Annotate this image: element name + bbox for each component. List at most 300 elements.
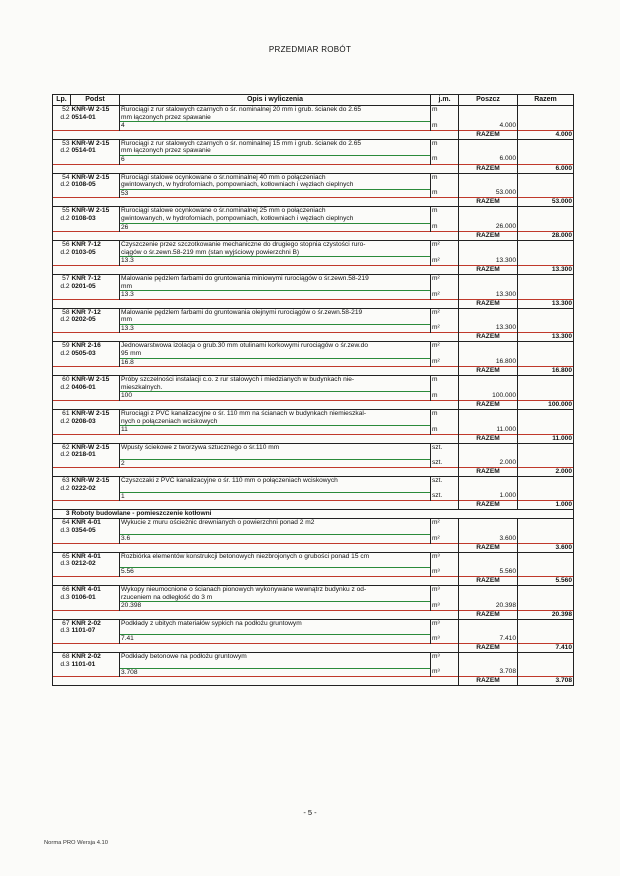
item-total-cell xyxy=(518,173,574,181)
item-unit-blank xyxy=(431,215,459,223)
table-row xyxy=(53,106,574,114)
sum-label: RAZEM xyxy=(459,677,518,686)
table-row xyxy=(53,485,574,493)
item-calc-unit: m xyxy=(431,155,459,164)
sum-blank xyxy=(53,434,459,443)
item-sub-number: d.2 xyxy=(53,181,71,189)
item-sub-number: d.2 xyxy=(53,485,71,493)
item-total-blank xyxy=(518,602,574,611)
item-sub-number: d.2 xyxy=(53,316,71,324)
item-unit: szt. xyxy=(431,477,459,485)
item-quantity-blank xyxy=(459,147,518,155)
item-quantity-cell xyxy=(459,274,518,282)
item-description: Czyszczenie przez szczotkowanie mechaniczne do drugiego stopnia czystości ruro- xyxy=(120,241,431,249)
item-quantity-cell xyxy=(459,443,518,451)
item-quantity-cell xyxy=(459,519,518,527)
item-quantity-blank xyxy=(459,384,518,392)
item-unit-blank xyxy=(431,384,459,392)
item-quantity-cell xyxy=(459,585,518,593)
table-row xyxy=(53,410,574,418)
item-quantity-cell xyxy=(459,139,518,147)
item-calc-unit: m xyxy=(431,189,459,198)
item-unit-blank xyxy=(431,350,459,358)
table-row xyxy=(53,299,574,308)
item-calc-unit: m² xyxy=(431,291,459,300)
item-quantity-cell xyxy=(459,376,518,384)
item-total-blank xyxy=(518,223,574,232)
table-row xyxy=(53,207,574,215)
item-total-cell xyxy=(518,519,574,527)
item-number: 67 xyxy=(53,619,71,627)
sum-blank xyxy=(53,610,459,619)
table-row xyxy=(53,342,574,350)
item-catalog-position: 0108-05 xyxy=(71,181,120,189)
item-total: 20.398 xyxy=(518,610,574,619)
item-sub-number: d.3 xyxy=(53,527,71,535)
item-unit: m³ xyxy=(431,619,459,627)
item-calculation: 6 xyxy=(120,155,431,164)
item-unit-blank xyxy=(431,147,459,155)
sum-label: RAZEM xyxy=(459,299,518,308)
item-quantity: 6.000 xyxy=(459,155,518,164)
item-total-blank xyxy=(518,350,574,358)
item-quantity-blank xyxy=(459,283,518,291)
sum-blank xyxy=(53,232,459,241)
table-row xyxy=(53,627,574,635)
item-total-cell xyxy=(518,619,574,627)
item-blank xyxy=(71,426,120,435)
item-description-cont: mieszkalnych. xyxy=(120,384,431,392)
item-unit: m³ xyxy=(431,585,459,593)
item-calc-unit: m² xyxy=(431,324,459,333)
item-total-cell xyxy=(518,376,574,384)
item-catalog-code: KNR 2-02 xyxy=(71,653,120,661)
item-description: Malowanie pędzlem farbami do gruntowania olejnymi rurociągów o śr.zewn.58-219 xyxy=(120,308,431,316)
item-description-cont: mm xyxy=(120,316,431,324)
header-opis: Opis i wyliczenia xyxy=(120,95,431,106)
item-sub-number: d.2 xyxy=(53,384,71,392)
item-quantity-blank xyxy=(459,215,518,223)
item-description: Czyszczaki z PVC kanalizacyjne o śr. 110 mm o połączeniach wciskowych xyxy=(120,477,431,485)
table-row xyxy=(53,610,574,619)
item-total: 1.000 xyxy=(518,501,574,510)
item-blank xyxy=(53,635,71,644)
item-total-blank xyxy=(518,384,574,392)
item-sub-number: d.2 xyxy=(53,350,71,358)
item-blank xyxy=(53,189,71,198)
footer-software-version: Norma PRO Wersja 4.10 xyxy=(44,840,109,846)
item-calculation: 13.3 xyxy=(120,291,431,300)
sum-blank xyxy=(53,644,459,653)
item-description-cont: rzuceniem na odległość do 3 m xyxy=(120,594,431,602)
table-row xyxy=(53,492,574,501)
item-blank xyxy=(53,392,71,401)
item-total-blank xyxy=(518,122,574,131)
item-sub-number: d.2 xyxy=(53,114,71,122)
item-blank xyxy=(71,189,120,198)
table-row xyxy=(53,619,574,627)
item-total: 11.000 xyxy=(518,434,574,443)
item-sub-number: d.2 xyxy=(53,283,71,291)
item-total: 2.000 xyxy=(518,468,574,477)
item-total: 13.300 xyxy=(518,299,574,308)
table-row xyxy=(53,434,574,443)
item-total-cell xyxy=(518,308,574,316)
item-total: 3.600 xyxy=(518,543,574,552)
item-quantity: 4.000 xyxy=(459,122,518,131)
item-calc-unit: m² xyxy=(431,257,459,266)
item-calculation: 20.398 xyxy=(120,602,431,611)
item-description: Wykopy nieumocnione o ścianach pionowych wykonywane wewnątrz budynku z od- xyxy=(120,585,431,593)
table-row xyxy=(53,173,574,181)
item-unit-blank xyxy=(431,627,459,635)
item-total-blank xyxy=(518,392,574,401)
item-blank xyxy=(53,324,71,333)
item-quantity-blank xyxy=(459,485,518,493)
item-total-cell xyxy=(518,241,574,249)
item-quantity: 16.800 xyxy=(459,358,518,367)
item-description: Rurociągi stalowe ocynkowane o śr.nominalnej 40 mm o połączeniach xyxy=(120,173,431,181)
sum-label: RAZEM xyxy=(459,198,518,207)
item-calc-unit: m³ xyxy=(431,568,459,577)
sum-blank xyxy=(53,677,459,686)
item-catalog-position: 0514-01 xyxy=(71,147,120,155)
item-unit-blank xyxy=(431,418,459,426)
table-row xyxy=(53,426,574,435)
table-row xyxy=(53,189,574,198)
item-calculation: 26 xyxy=(120,223,431,232)
item-quantity-blank xyxy=(459,114,518,122)
item-catalog-code: KNR 4-01 xyxy=(71,585,120,593)
item-quantity-cell xyxy=(459,308,518,316)
item-total-blank xyxy=(518,316,574,324)
table-row xyxy=(53,358,574,367)
item-sub-number: d.2 xyxy=(53,451,71,459)
item-quantity-cell xyxy=(459,619,518,627)
item-catalog-code: KNR-W 2-15 xyxy=(71,106,120,114)
sum-blank xyxy=(53,333,459,342)
sum-blank xyxy=(53,543,459,552)
item-catalog-code: KNR 7-12 xyxy=(71,274,120,282)
item-calculation: 1 xyxy=(120,492,431,501)
item-quantity-blank xyxy=(459,316,518,324)
item-unit-blank xyxy=(431,594,459,602)
item-total-blank xyxy=(518,568,574,577)
item-calculation: 2 xyxy=(120,459,431,468)
item-total-blank xyxy=(518,451,574,459)
item-number: 68 xyxy=(53,653,71,661)
item-quantity: 3.600 xyxy=(459,535,518,544)
item-quantity-cell xyxy=(459,410,518,418)
item-catalog-code: KNR 4-01 xyxy=(71,552,120,560)
table-row xyxy=(53,291,574,300)
item-calc-unit: m³ xyxy=(431,602,459,611)
item-catalog-position: 0505-03 xyxy=(71,350,120,358)
item-total-blank xyxy=(518,485,574,493)
item-unit: m xyxy=(431,207,459,215)
item-total-blank xyxy=(518,358,574,367)
table-row xyxy=(53,477,574,485)
item-calculation: 11 xyxy=(120,426,431,435)
item-catalog-position: 0514-01 xyxy=(71,114,120,122)
table-row xyxy=(53,265,574,274)
item-total-blank xyxy=(518,147,574,155)
item-catalog-position: 0354-05 xyxy=(71,527,120,535)
item-total-blank xyxy=(518,249,574,257)
table-row xyxy=(53,139,574,147)
item-description: Malowanie pędzlem farbami do gruntowania miniowymi rurociągów o śr.zewn.58-219 xyxy=(120,274,431,282)
table-row xyxy=(53,232,574,241)
item-total-blank xyxy=(518,668,574,677)
item-description-cont: mm łączonych przez spawanie xyxy=(120,114,431,122)
sum-label: RAZEM xyxy=(459,543,518,552)
header-poszcz: Poszcz xyxy=(459,95,518,106)
item-total-blank xyxy=(518,459,574,468)
item-quantity-cell xyxy=(459,207,518,215)
item-description-cont: mm łączonych przez spawanie xyxy=(120,147,431,155)
cost-estimate-table xyxy=(52,94,573,686)
table-body xyxy=(53,106,574,686)
sum-label: RAZEM xyxy=(459,164,518,173)
sum-label: RAZEM xyxy=(459,265,518,274)
item-unit: m xyxy=(431,173,459,181)
item-blank xyxy=(53,568,71,577)
sum-label: RAZEM xyxy=(459,610,518,619)
item-number: 54 xyxy=(53,173,71,181)
sum-label: RAZEM xyxy=(459,434,518,443)
item-calc-unit: m xyxy=(431,223,459,232)
item-calculation: 13.3 xyxy=(120,257,431,266)
sum-label: RAZEM xyxy=(459,501,518,510)
table-row xyxy=(53,468,574,477)
sum-label: RAZEM xyxy=(459,367,518,376)
item-description: Rurociągi z rur stalowych czarnych o śr. nominalnej 15 mm i grub. ścianek do 2.65 xyxy=(120,139,431,147)
table-row xyxy=(53,401,574,410)
item-calc-unit: m³ xyxy=(431,668,459,677)
item-unit: m² xyxy=(431,241,459,249)
item-total: 4.000 xyxy=(518,130,574,139)
item-total-blank xyxy=(518,527,574,535)
item-sub-number: d.3 xyxy=(53,661,71,669)
item-catalog-position: 0106-01 xyxy=(71,594,120,602)
item-blank xyxy=(53,668,71,677)
item-blank xyxy=(53,291,71,300)
table-row xyxy=(53,418,574,426)
item-calc-unit: m² xyxy=(431,358,459,367)
item-unit: m xyxy=(431,410,459,418)
table-row xyxy=(53,130,574,139)
item-catalog-position: 1101-07 xyxy=(71,627,120,635)
item-description: Podkłady z ubitych materiałów sypkich na podłożu gruntowym xyxy=(120,619,431,627)
sum-label: RAZEM xyxy=(459,644,518,653)
item-blank xyxy=(71,568,120,577)
item-catalog-code: KNR 2-02 xyxy=(71,619,120,627)
table-header xyxy=(53,95,574,106)
item-total-blank xyxy=(518,594,574,602)
item-total-blank xyxy=(518,661,574,669)
item-unit: m xyxy=(431,139,459,147)
item-total-cell xyxy=(518,552,574,560)
table-row xyxy=(53,333,574,342)
item-quantity-blank xyxy=(459,350,518,358)
item-total-cell xyxy=(518,139,574,147)
item-calculation: 100 xyxy=(120,392,431,401)
item-total: 5.560 xyxy=(518,576,574,585)
item-blank xyxy=(71,392,120,401)
table-row xyxy=(53,519,574,527)
item-description: Wykucie z muru ościeżnic drewnianych o powierzchni ponad 2 m2 xyxy=(120,519,431,527)
header-jm: j.m. xyxy=(431,95,459,106)
item-number: 56 xyxy=(53,241,71,249)
item-catalog-position: 0208-03 xyxy=(71,418,120,426)
item-quantity: 13.300 xyxy=(459,324,518,333)
item-catalog-position: 0222-02 xyxy=(71,485,120,493)
table-row xyxy=(53,501,574,510)
item-blank xyxy=(53,257,71,266)
item-catalog-code: KNR-W 2-15 xyxy=(71,376,120,384)
item-unit: m² xyxy=(431,274,459,282)
table-row xyxy=(53,653,574,661)
sum-blank xyxy=(53,198,459,207)
sum-label: RAZEM xyxy=(459,130,518,139)
header-razem: Razem xyxy=(518,95,574,106)
item-blank xyxy=(71,358,120,367)
item-description-cont: mm xyxy=(120,283,431,291)
item-catalog-code: KNR 4-01 xyxy=(71,519,120,527)
item-unit-blank xyxy=(431,283,459,291)
sum-label: RAZEM xyxy=(459,468,518,477)
item-total-blank xyxy=(518,215,574,223)
item-blank xyxy=(53,155,71,164)
item-total: 6.000 xyxy=(518,164,574,173)
item-quantity-blank xyxy=(459,249,518,257)
item-number: 59 xyxy=(53,342,71,350)
item-total-blank xyxy=(518,418,574,426)
item-calc-unit: szt. xyxy=(431,459,459,468)
item-quantity-blank xyxy=(459,181,518,189)
item-unit: m² xyxy=(431,519,459,527)
sum-blank xyxy=(53,401,459,410)
item-catalog-code: KNR-W 2-15 xyxy=(71,443,120,451)
table-row xyxy=(53,122,574,131)
item-quantity: 13.300 xyxy=(459,257,518,266)
item-total-cell xyxy=(518,274,574,282)
item-description: Jednowarstwowa izolacja o grub.30 mm otulinami korkowymi rurociągów o śr.zew.do xyxy=(120,342,431,350)
table-row xyxy=(53,677,574,686)
item-calc-unit: m xyxy=(431,122,459,131)
item-quantity: 3.708 xyxy=(459,668,518,677)
item-description-cont: gwintowanych, w hydroforniach, pompowniach, kotłowniach i węzłach cieplnych xyxy=(120,181,431,189)
item-quantity-cell xyxy=(459,653,518,661)
table-row xyxy=(53,543,574,552)
item-number: 64 xyxy=(53,519,71,527)
table-row xyxy=(53,459,574,468)
table-row xyxy=(53,274,574,282)
item-calculation: 5.56 xyxy=(120,568,431,577)
item-blank xyxy=(71,635,120,644)
item-quantity: 26.000 xyxy=(459,223,518,232)
item-catalog-code: KNR-W 2-15 xyxy=(71,207,120,215)
table-row xyxy=(53,308,574,316)
item-calc-unit: szt. xyxy=(431,492,459,501)
item-catalog-position: 0406-01 xyxy=(71,384,120,392)
item-quantity-blank xyxy=(459,661,518,669)
item-quantity-cell xyxy=(459,173,518,181)
item-sub-number: d.2 xyxy=(53,249,71,257)
item-unit-blank xyxy=(431,181,459,189)
item-blank xyxy=(71,668,120,677)
item-description-cont: gwintowanych, w hydroforniach, pompowniach, kotłowniach i węzłach cieplnych xyxy=(120,215,431,223)
page-title: PRZEDMIAR ROBÓT xyxy=(268,45,352,54)
item-catalog-code: KNR-W 2-15 xyxy=(71,173,120,181)
table-row xyxy=(53,644,574,653)
item-catalog-position: 0212-02 xyxy=(71,560,120,568)
item-unit: szt. xyxy=(431,443,459,451)
item-total-blank xyxy=(518,535,574,544)
item-number: 66 xyxy=(53,585,71,593)
item-total: 28.000 xyxy=(518,232,574,241)
item-sub-number: d.3 xyxy=(53,594,71,602)
item-description: Rurociągi z rur stalowych czarnych o śr. nominalnej 20 mm i grub. ścianek do 2.65 xyxy=(120,106,431,114)
section-title: Roboty budowlane - pomieszczenie kotłowni xyxy=(71,510,574,519)
table-row xyxy=(53,384,574,392)
item-unit: m² xyxy=(431,308,459,316)
item-catalog-code: KNR 2-16 xyxy=(71,342,120,350)
item-total-blank xyxy=(518,627,574,635)
item-catalog-position: 0202-05 xyxy=(71,316,120,324)
item-unit-blank xyxy=(431,485,459,493)
item-calculation: 3.6 xyxy=(120,535,431,544)
item-number: 65 xyxy=(53,552,71,560)
item-unit-blank xyxy=(431,451,459,459)
item-description: Podkłady betonowe na podłożu gruntowym xyxy=(120,653,431,661)
table-row xyxy=(53,635,574,644)
item-total-cell xyxy=(518,342,574,350)
item-total-blank xyxy=(518,257,574,266)
item-calculation: 16.8 xyxy=(120,358,431,367)
item-total-cell xyxy=(518,410,574,418)
item-unit: m xyxy=(431,376,459,384)
item-quantity: 11.000 xyxy=(459,426,518,435)
table-row xyxy=(53,215,574,223)
item-description: Próby szczelności instalacji c.o. z rur stalowych i miedzianych w budynkach nie- xyxy=(120,376,431,384)
table-row xyxy=(53,283,574,291)
table-row xyxy=(53,535,574,544)
item-total-cell xyxy=(518,477,574,485)
item-total-blank xyxy=(518,189,574,198)
item-unit-blank xyxy=(431,527,459,535)
item-description-cont xyxy=(120,527,431,535)
item-number: 61 xyxy=(53,410,71,418)
item-blank xyxy=(71,155,120,164)
table-row xyxy=(53,451,574,459)
item-quantity-blank xyxy=(459,560,518,568)
header-podst: Podst xyxy=(71,95,120,106)
item-unit: m² xyxy=(431,342,459,350)
item-quantity-blank xyxy=(459,594,518,602)
item-catalog-position: 0218-01 xyxy=(71,451,120,459)
item-blank xyxy=(53,492,71,501)
table-row xyxy=(53,257,574,266)
item-blank xyxy=(71,459,120,468)
table-row xyxy=(53,552,574,560)
item-quantity: 20.398 xyxy=(459,602,518,611)
table-row xyxy=(53,376,574,384)
sum-blank xyxy=(53,299,459,308)
sum-label: RAZEM xyxy=(459,232,518,241)
sum-blank xyxy=(53,265,459,274)
item-calculation: 53 xyxy=(120,189,431,198)
